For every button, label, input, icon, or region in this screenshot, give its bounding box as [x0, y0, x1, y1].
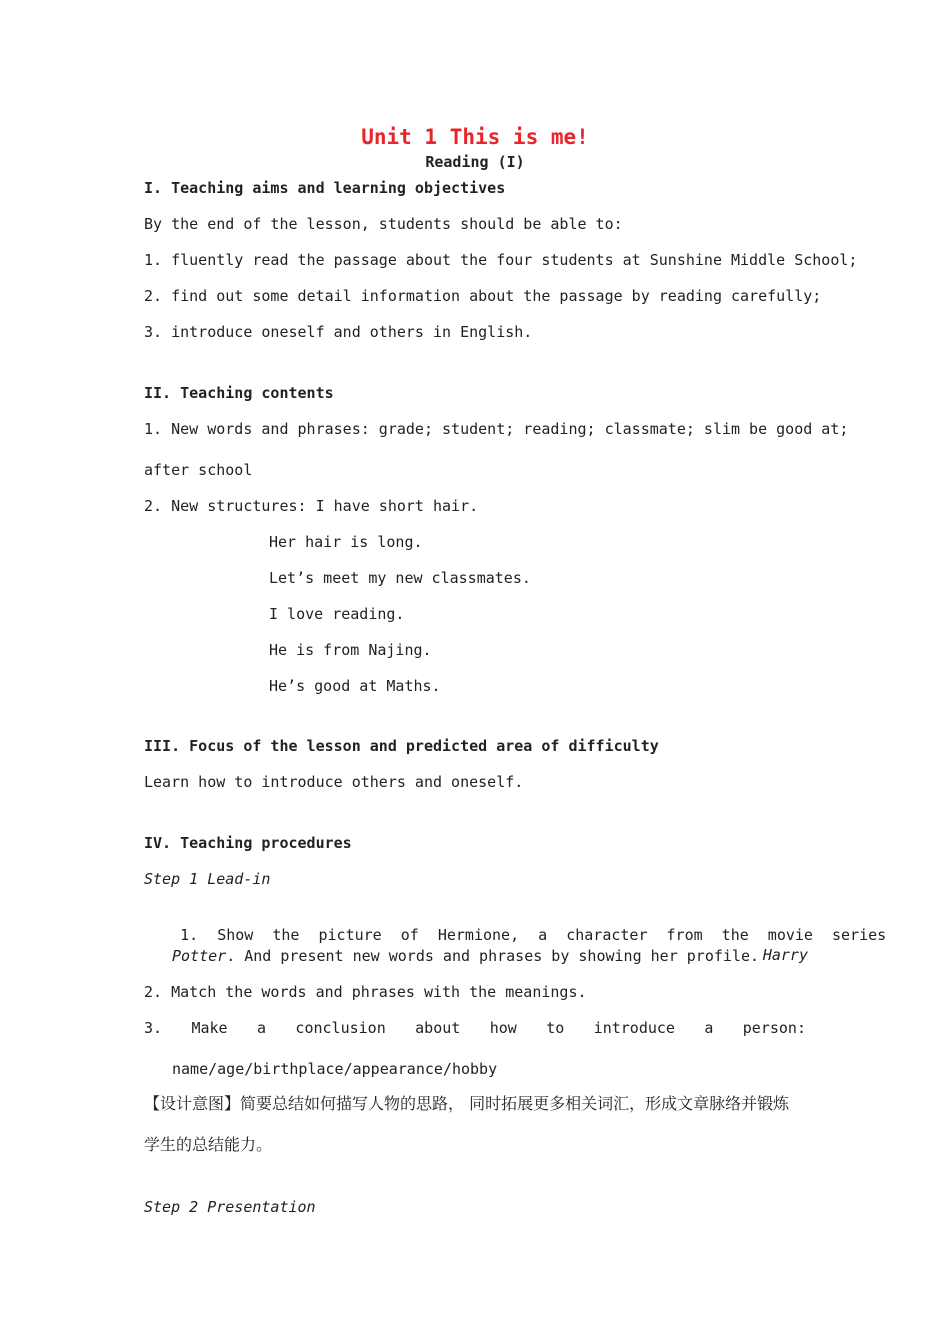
structure-item: I love reading. — [269, 605, 405, 623]
structure-item: Let’s meet my new classmates. — [269, 569, 531, 587]
design-intent-line-2: 学生的总结能力。 — [144, 1135, 273, 1154]
step-1-heading: Step 1 Lead-in — [144, 870, 271, 888]
objective-item-1: 1. fluently read the passage about the four students at Sunshine Middle School; — [144, 251, 858, 269]
structure-item: He’s good at Maths. — [269, 677, 441, 695]
section-1-intro: By the end of the lesson, students should be able to: — [144, 215, 623, 233]
procedure-item-2: 2. Match the words and phrases with the meanings. — [144, 983, 587, 1001]
section-1-heading: I. Teaching aims and learning objectives — [144, 179, 506, 197]
section-4-heading: IV. Teaching procedures — [144, 834, 352, 852]
procedure-item-1-line-1 — [144, 905, 887, 985]
procedure-item-3-line-1: 3. Make a conclusion about how to introduce a person: — [144, 1019, 806, 1037]
section-3-text: Learn how to introduce others and oneself. — [144, 773, 524, 791]
procedure-item-1-title-part-2: Potter — [172, 947, 227, 965]
step-2-heading: Step 2 Presentation — [144, 1198, 316, 1216]
page-title: Unit 1 This is me! — [361, 125, 589, 149]
structure-item: He is from Najing. — [269, 641, 432, 659]
section-2-heading: II. Teaching contents — [144, 384, 334, 402]
contents-item-1-line-1: 1. New words and phrases: grade; student; reading; classmate; slim be good at; — [144, 420, 849, 438]
objective-item-3: 3. introduce oneself and others in English. — [144, 323, 533, 341]
procedure-item-1-line-2-text: . And present new words and phrases by showing her profile. — [226, 947, 760, 965]
procedure-item-1-title-part-1: Harry — [762, 946, 808, 964]
page-subtitle: Reading (I) — [425, 153, 525, 171]
contents-item-2-label: 2. New structures: I have short hair. — [144, 497, 479, 515]
procedure-item-3-line-2: name/age/birthplace/appearance/hobby — [172, 1060, 498, 1078]
design-intent-line-1: 【设计意图】简要总结如何描写人物的思路， 同时拓展更多相关词汇，形成文章脉络并锻炼 — [144, 1094, 790, 1113]
procedure-item-1-text: 1. Show the picture of Hermione, a character from the movie series — [180, 926, 887, 944]
procedure-item-1-line-2 — [172, 946, 759, 966]
structure-item: Her hair is long. — [269, 533, 423, 551]
objective-item-2: 2. find out some detail information about the passage by reading carefully; — [144, 287, 822, 305]
section-3-heading: III. Focus of the lesson and predicted area of difficulty — [144, 737, 659, 755]
contents-item-1-line-2: after school — [144, 461, 253, 479]
